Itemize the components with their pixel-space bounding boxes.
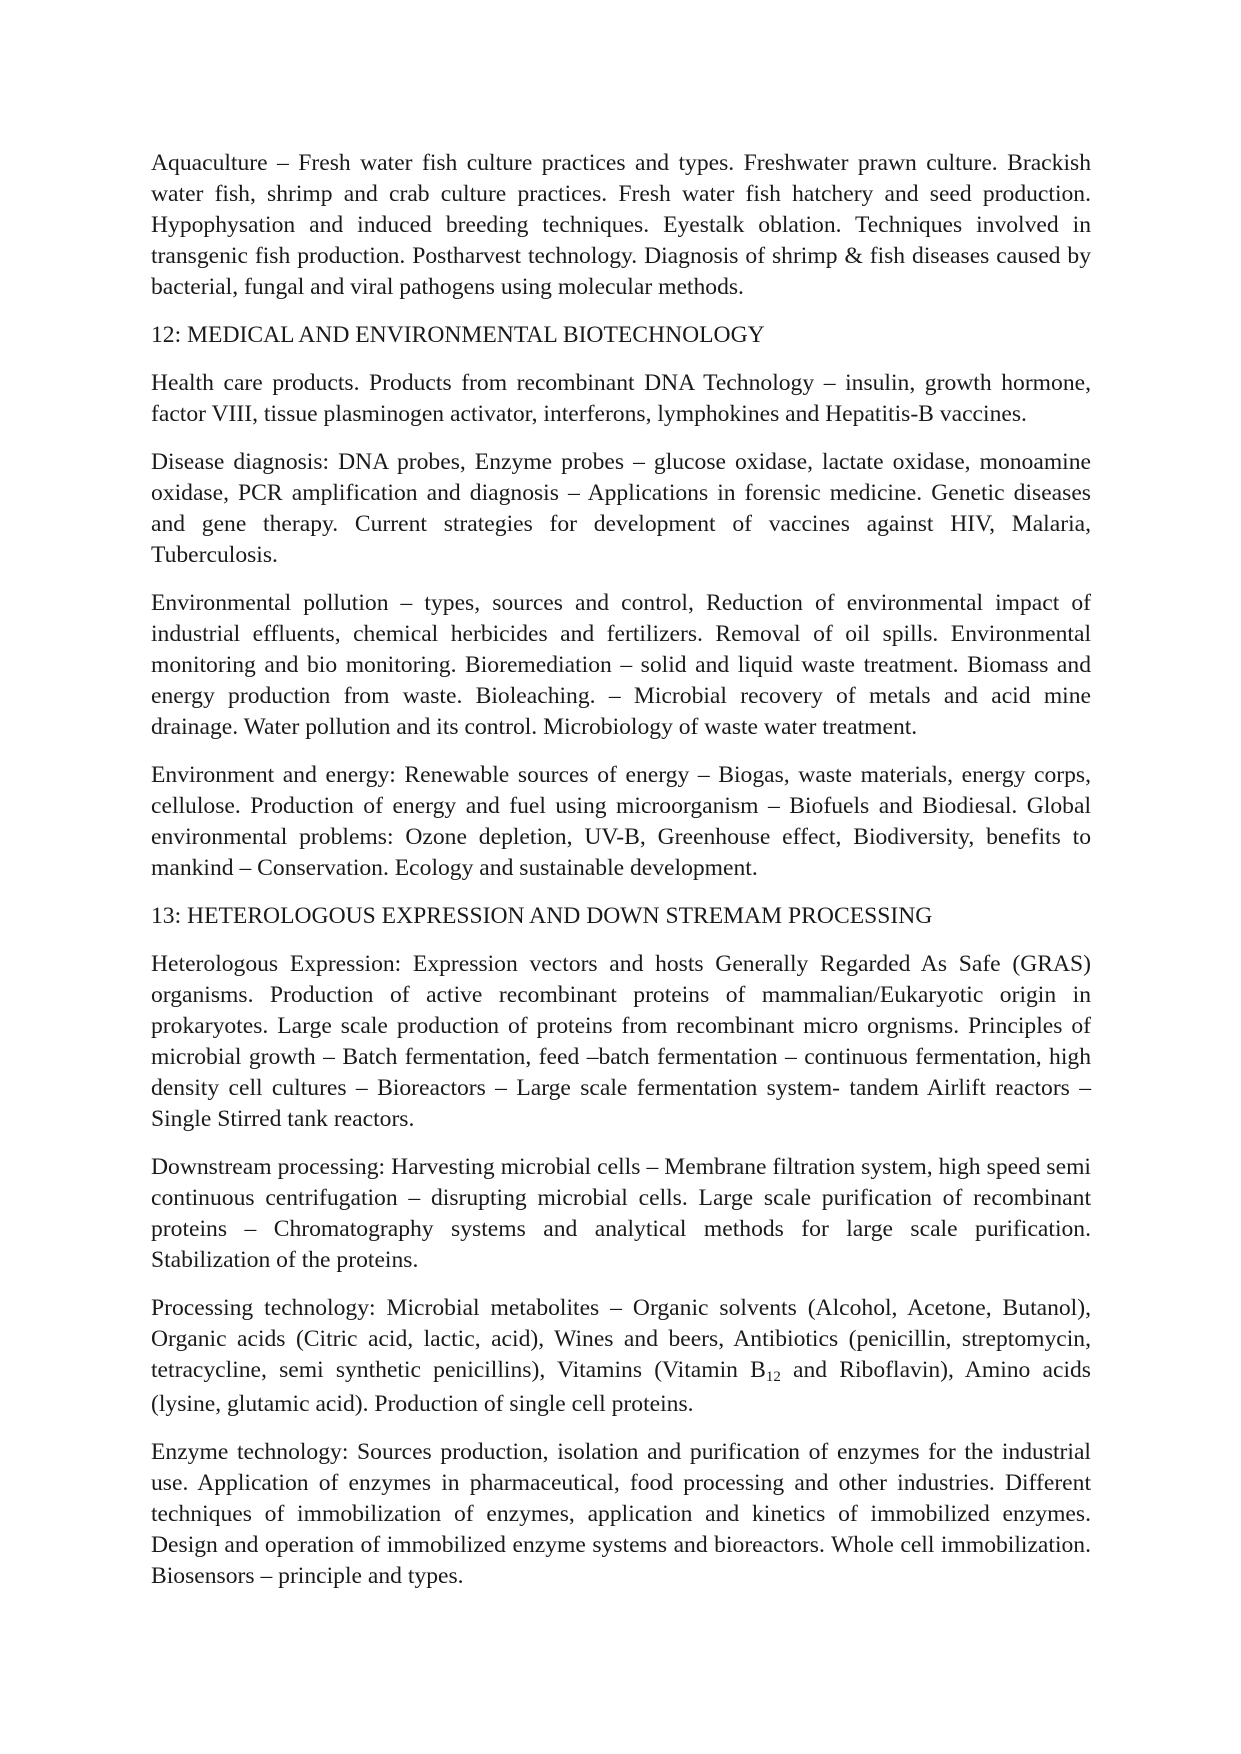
paragraph-heterologous-expression: Heterologous Expression: Expression vectors and hosts Generally Regarded As Safe (GRAS) organisms. Production of active recombinant proteins of mammalian/Eukaryotic origin in prokaryotes. Large scale production of proteins from recombinant micro orgnisms. Principles of microbial growth – Batch fermentation, feed –batch fermentation – continuous fermentation, high density cell cultures – Bioreactors – Large scale fermentation system- tandem Airlift reactors – Single Stirred tank reactors. (151, 951, 1091, 1132)
paragraph-environment-energy: Environment and energy: Renewable sources of energy – Biogas, waste materials, energy corps, cellulose. Production of energy and fuel using microorganism – Biofuels and Biodiesal. Global environmental problems: Ozone depletion, UV-B, Greenhouse effect, Biodiversity, benefits to mankind – Conservation. Ecology and sustainable development. (151, 762, 1091, 881)
section-heading-12: 12: MEDICAL AND ENVIRONMENTAL BIOTECHNOLOGY (151, 322, 765, 348)
paragraph-health-care: Health care products. Products from recombinant DNA Technology – insulin, growth hormone, factor VIII, tissue plasminogen activator, interferons, lymphokines and Hepatitis-B vaccines. (151, 370, 1091, 427)
paragraph-downstream-processing: Downstream processing: Harvesting microbial cells – Membrane filtration system, high speed semi continuous centrifugation – disrupting microbial cells. Large scale purification of recombinant proteins – Chromatography systems and analytical methods for large scale purification. Stabilization of the proteins. (151, 1154, 1091, 1273)
paragraph-processing-technology (151, 1293, 1091, 1420)
vitamin-b12-subscript: 12 (765, 1369, 781, 1385)
paragraph-environmental-pollution: Environmental pollution – types, sources and control, Reduction of environmental impact of industrial effluents, chemical herbicides and fertilizers. Removal of oil spills. Environmental monitoring and bio monitoring. Bioremediation – solid and liquid waste treatment. Biomass and energy production from waste. Bioleaching. – Microbial recovery of metals and acid mine drainage. Water pollution and its control. Microbiology of waste water treatment. (151, 590, 1091, 740)
paragraph-aquaculture: Aquaculture – Fresh water fish culture practices and types. Freshwater prawn culture. Brackish water fish, shrimp and crab culture practices. Fresh water fish hatchery and seed production. Hypophysation and induced breeding techniques. Eyestalk oblation. Techniques involved in transgenic fish production. Postharvest technology. Diagnosis of shrimp & fish diseases caused by bacterial, fungal and viral pathogens using molecular methods. (151, 150, 1091, 300)
section-heading-13: 13: HETEROLOGOUS EXPRESSION AND DOWN STREMAM PROCESSING (151, 903, 933, 929)
processing-technology-text-part1: Processing technology: Microbial metabolites – Organic solvents (Alcohol, Acetone, Butanol), Organic acids (Citric acid, lactic, acid), Wines and beers, Antibiotics (penicillin, streptomycin, tetracycline, semi synthetic penicillins), Vitamins (Vitamin B (151, 1295, 1091, 1383)
processing-technology-text-part2: and Riboflavin), Amino acids (lysine, glutamic acid). Production of single cell proteins. (151, 1357, 1091, 1417)
paragraph-disease-diagnosis: Disease diagnosis: DNA probes, Enzyme probes – glucose oxidase, lactate oxidase, monoamine oxidase, PCR amplification and diagnosis – Applications in forensic medicine. Genetic diseases and gene therapy. Current strategies for development of vaccines against HIV, Malaria, Tuberculosis. (151, 449, 1091, 568)
paragraph-enzyme-technology: Enzyme technology: Sources production, isolation and purification of enzymes for the industrial use. Application of enzymes in pharmaceutical, food processing and other industries. Different techniques of immobilization of enzymes, application and kinetics of immobilized enzymes. Design and operation of immobilized enzyme systems and bioreactors. Whole cell immobilization. Biosensors – principle and types. (151, 1439, 1091, 1589)
document-page (151, 148, 1091, 1609)
